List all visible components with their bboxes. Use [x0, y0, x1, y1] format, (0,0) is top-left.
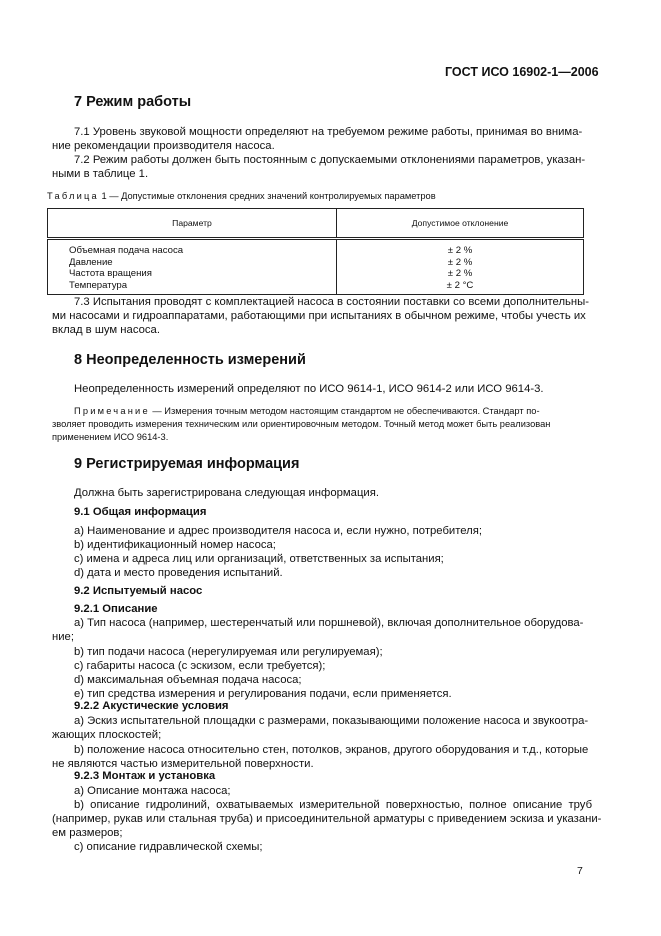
list-item-continuation: (например, рукав или стальная труба) и присоединительной арматуры с приведением эскиза и указани- — [52, 813, 602, 825]
document-code: ГОСТ ИСО 16902-1—2006 — [445, 65, 599, 79]
list-item: b) описание гидролиний, охватываемых измерительной поверхностью, полное описание труб — [74, 799, 593, 811]
para-7-3-line2: ми насосами и гидроаппаратами, работающими при испытаниях в обычном режиме, чтобы учесть их — [52, 310, 586, 322]
note-line3: применением ИСО 9614-3. — [52, 432, 169, 442]
para-7-3-line1: 7.3 Испытания проводят с комплектацией насоса в состоянии поставки со всеми дополнительны- — [74, 296, 590, 308]
note-label: Примечание — [74, 406, 150, 416]
table-row — [48, 239, 584, 295]
note-line2: зволяет проводить измерения техническим или ориентировочным методом. Точный метод может быть реализован — [52, 419, 551, 429]
table-cell-deviation: ± 2 % — [447, 256, 473, 268]
list-item: c) описание гидравлической схемы; — [74, 841, 263, 853]
section-9-2-2-title: 9.2.2 Акустические условия — [74, 700, 229, 712]
para-7-2-line2: ными в таблице 1. — [52, 168, 149, 180]
table-cell-deviation: ± 2 % — [447, 245, 473, 256]
table-1-caption — [47, 190, 436, 203]
list-item: e) тип средства измерения и регулирования подачи, если применяется. — [74, 688, 452, 700]
list-item-continuation: жающих плоскостей; — [52, 729, 162, 741]
list-item-continuation: ем размеров; — [52, 827, 123, 839]
list-item: a) Наименование и адрес производителя насоса и, если нужно, потребителя; — [74, 525, 483, 537]
section-7-title: 7 Режим работы — [74, 94, 192, 110]
section-8-title: 8 Неопределенность измерений — [74, 352, 306, 368]
table-header-parameter: Параметр — [48, 209, 337, 239]
section-8-text: Неопределенность измерений определяют по ИСО 9614-1, ИСО 9614-2 или ИСО 9614-3. — [74, 383, 544, 395]
list-item: c) имена и адреса лиц или организаций, ответственных за испытания; — [74, 553, 444, 565]
table-cell-deviation: ± 2 °С — [446, 279, 474, 291]
table-caption-text: 1 — Допустимые отклонения средних значений контролируемых параметров — [98, 191, 436, 201]
section-9-2-1-title: 9.2.1 Описание — [74, 603, 158, 615]
list-item-continuation: ние; — [52, 631, 74, 643]
para-7-1-line1: 7.1 Уровень звуковой мощности определяют на требуемом режиме работы, принимая во внима- — [74, 126, 583, 138]
section-9-1-title: 9.1 Общая информация — [74, 506, 207, 518]
table-cell-deviation: ± 2 % — [447, 268, 473, 279]
list-item: a) Описание монтажа насоса; — [74, 785, 231, 797]
list-item-continuation: не являются частью измерительной поверхности. — [52, 758, 314, 770]
page-number: 7 — [577, 865, 583, 877]
section-9-2-title: 9.2 Испытуемый насос — [74, 585, 203, 597]
table-header-deviation: Допустимое отклонение — [337, 209, 584, 239]
table-cell-parameter: Частота вращения — [69, 268, 152, 279]
para-7-2-line1: 7.2 Режим работы должен быть постоянным с допускаемыми отклонениями параметров, указан- — [74, 154, 586, 166]
table-cell-parameter: Объемная подача насоса — [69, 245, 184, 256]
table-caption-label: Таблица — [47, 191, 99, 201]
table-1 — [47, 208, 584, 295]
list-item: d) максимальная объемная подача насоса; — [74, 674, 302, 686]
para-7-1-line2: ние рекомендации производителя насоса. — [52, 140, 275, 152]
list-item: a) Тип насоса (например, шестеренчатый или поршневой), включая дополнительное оборудова- — [74, 617, 584, 629]
section-9-intro: Должна быть зарегистрирована следующая информация. — [74, 487, 379, 499]
table-cell-parameter: Давление — [69, 256, 113, 268]
list-item: d) дата и место проведения испытаний. — [74, 567, 283, 579]
para-7-3-line3: вклад в шум насоса. — [52, 324, 160, 336]
list-item: b) положение насоса относительно стен, потолков, экранов, другого оборудования и т.д., которые — [74, 744, 589, 756]
table-cell-parameter: Температура — [69, 279, 128, 291]
note-line1 — [74, 405, 540, 418]
list-item: a) Эскиз испытательной площадки с размерами, показывающими положение насоса и звукоотра- — [74, 715, 589, 727]
section-9-title: 9 Регистрируемая информация — [74, 456, 300, 472]
list-item: b) идентификационный номер насоса; — [74, 539, 276, 551]
section-9-2-3-title: 9.2.3 Монтаж и установка — [74, 770, 216, 782]
list-item: c) габариты насоса (с эскизом, если требуется); — [74, 660, 326, 672]
note-text: — Измерения точным методом настоящим стандартом не обеспечиваются. Стандарт по- — [149, 406, 540, 416]
list-item: b) тип подачи насоса (нерегулируемая или регулируемая); — [74, 646, 383, 658]
